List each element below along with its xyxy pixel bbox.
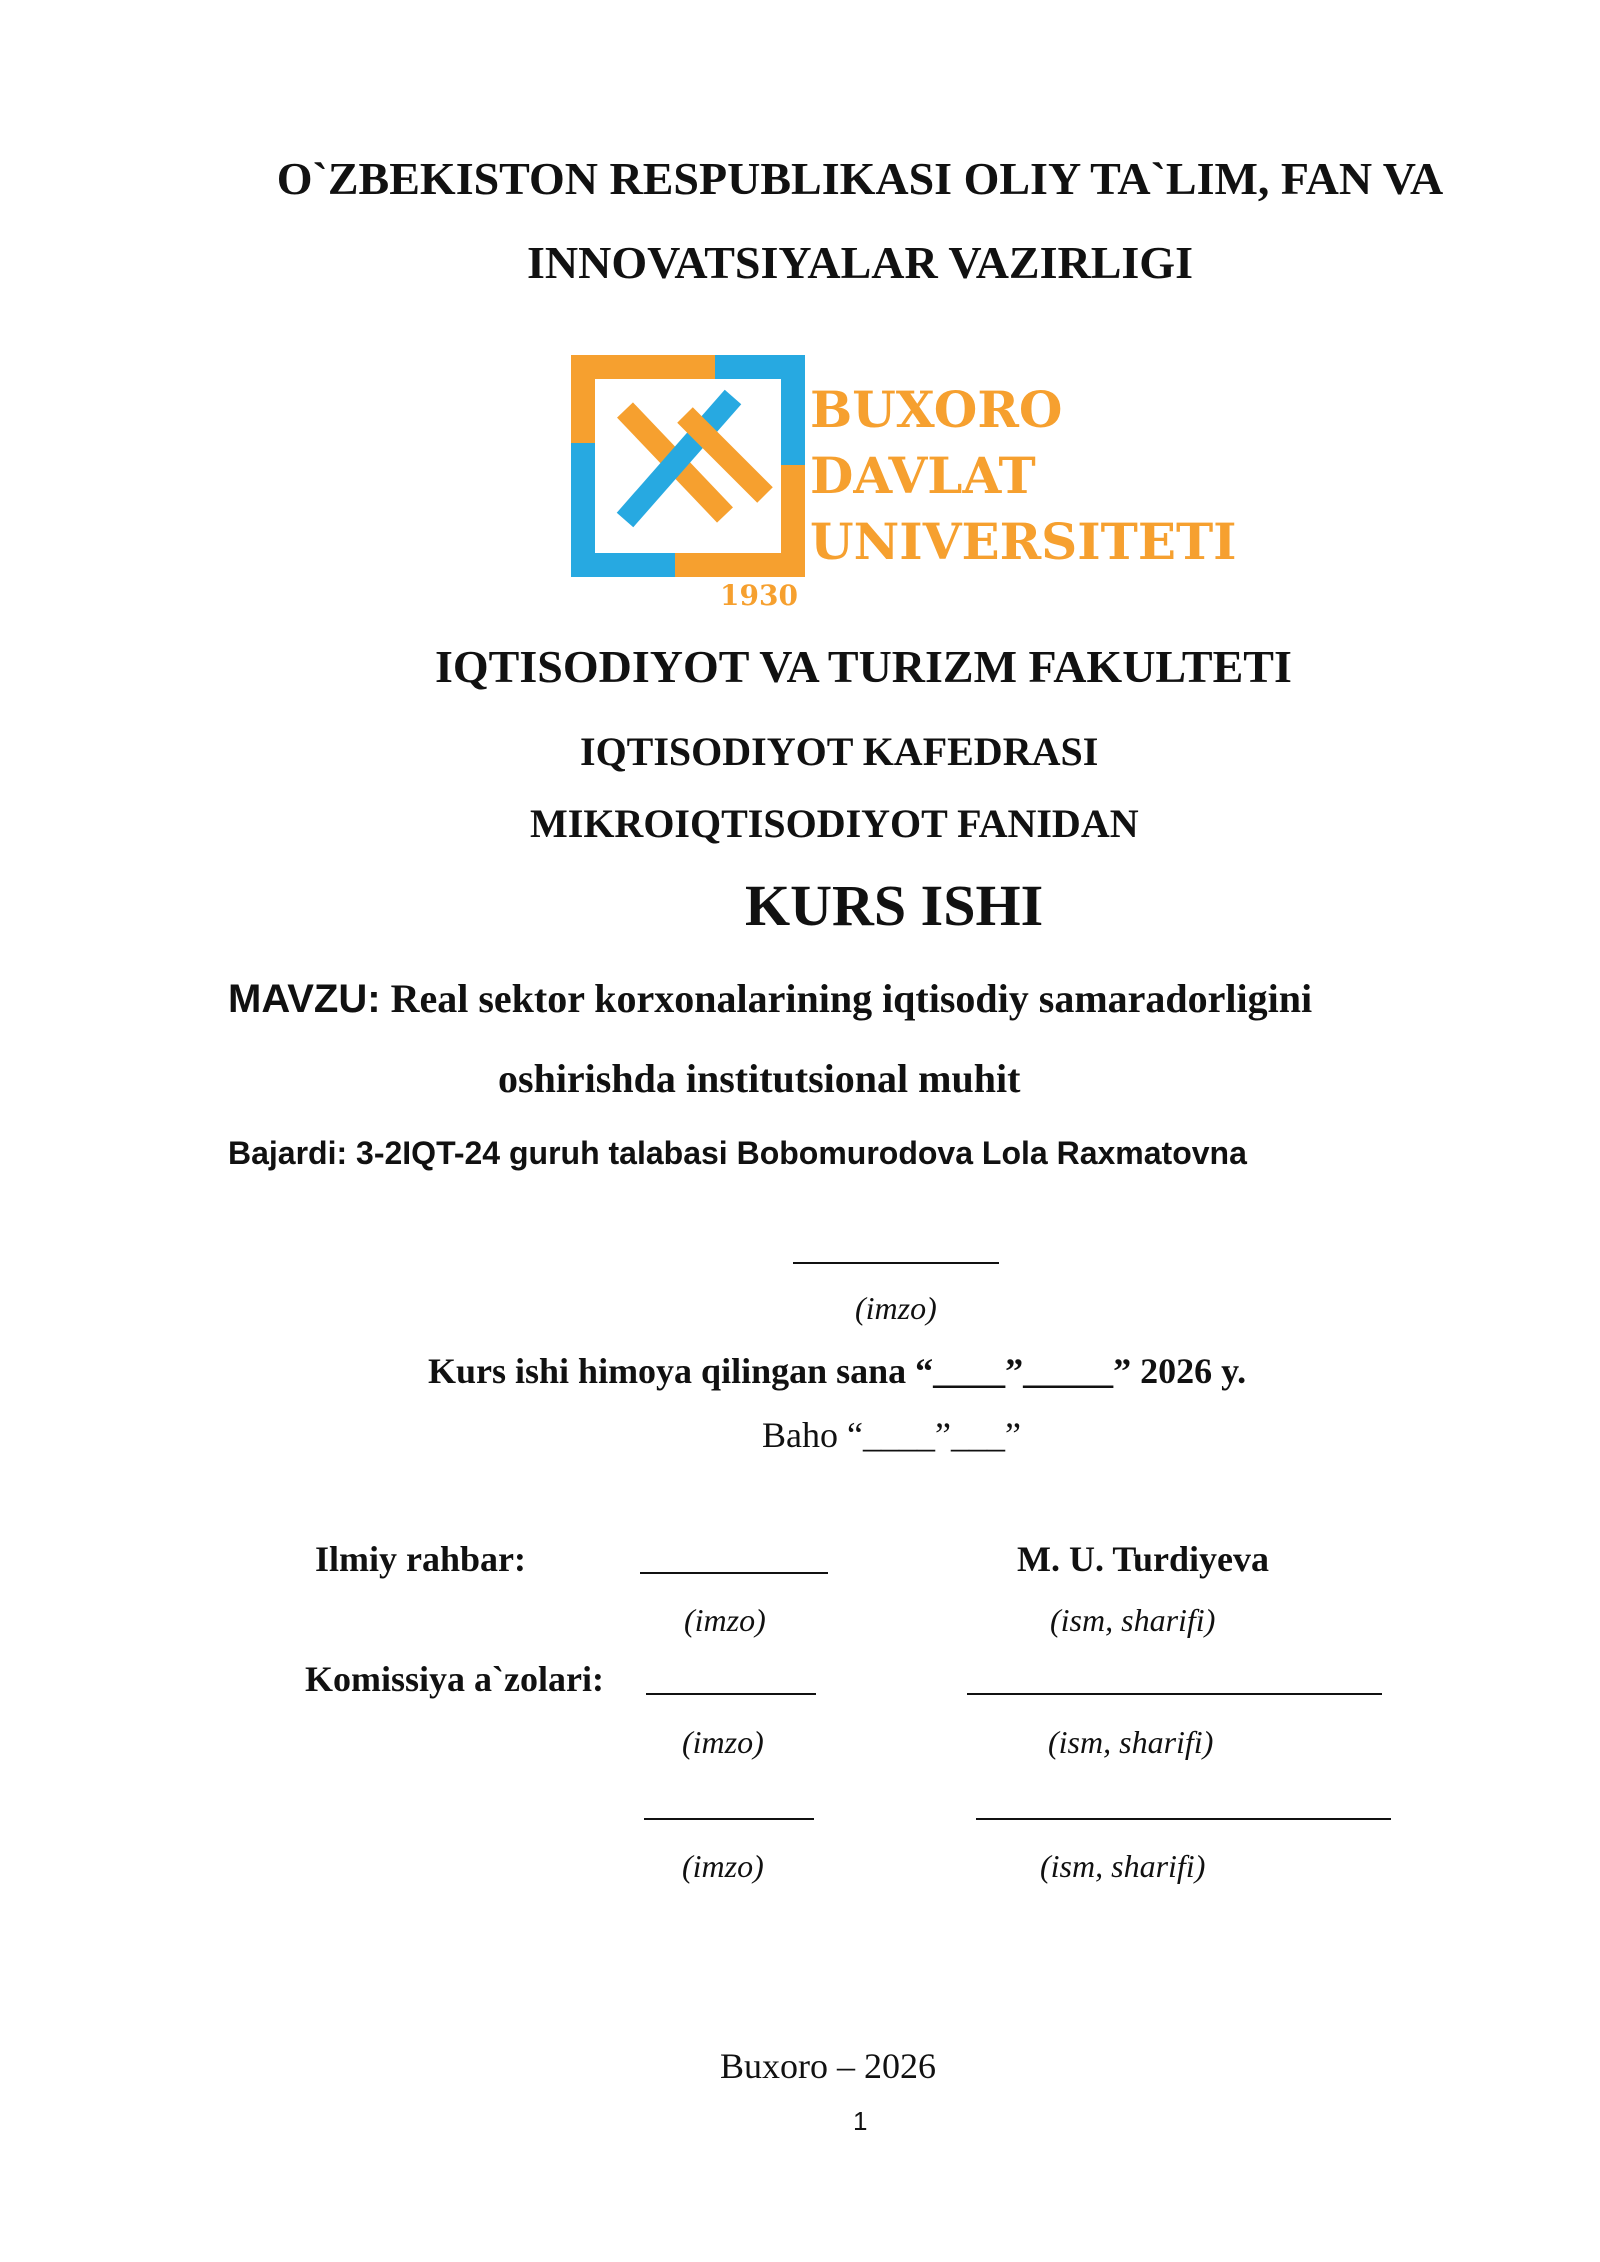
commission-signature-line-1 — [646, 1693, 816, 1695]
supervisor-label: Ilmiy rahbar: — [315, 1539, 526, 1579]
author-signature-line — [793, 1262, 999, 1264]
commission-label: Komissiya a`zolari: — [305, 1659, 604, 1699]
topic-line2: oshirishda institutsional muhit — [498, 1056, 1021, 1101]
logo-text-line3: UNIVERSITETI — [810, 512, 1237, 571]
author-signature-caption: (imzo) — [855, 1290, 937, 1326]
commission-name-line-1 — [967, 1693, 1382, 1695]
logo-text-line1: BUXORO — [810, 380, 1063, 439]
topic-label: MAVZU: — [228, 977, 381, 1021]
city-year: Buxoro – 2026 — [720, 2046, 936, 2086]
faculty-name: IQTISODIYOT VA TURIZM FAKULTETI — [435, 641, 1292, 692]
commission-signature-caption-2: (imzo) — [682, 1848, 764, 1884]
supervisor-signature-line — [640, 1572, 828, 1574]
topic-line1 — [228, 975, 1312, 1022]
commission-signature-line-2 — [644, 1818, 814, 1820]
logo-year: 1930 — [720, 579, 798, 612]
defense-date: Kurs ishi himoya qilingan sana “____”_____” 2026 y. — [428, 1351, 1247, 1391]
university-emblem-icon — [565, 355, 1245, 615]
commission-signature-caption-1: (imzo) — [682, 1724, 764, 1760]
supervisor-signature-caption: (imzo) — [684, 1602, 766, 1638]
ministry-title-line2: INNOVATSIYALAR VAZIRLIGI — [527, 237, 1193, 288]
topic-text-line1: Real sektor korxonalarining iqtisodiy samaradorligini — [380, 976, 1313, 1021]
commission-name-line-2 — [976, 1818, 1391, 1820]
grade-line: Baho “____”___” — [762, 1415, 1021, 1455]
department-name: IQTISODIYOT KAFEDRASI — [580, 729, 1099, 774]
university-logo — [565, 355, 1245, 615]
supervisor-name: M. U. Turdiyeva — [1017, 1539, 1270, 1579]
work-type-title: KURS ISHI — [745, 873, 1044, 938]
logo-text-line2: DAVLAT — [810, 446, 1036, 505]
ministry-title-line1: O`ZBEKISTON RESPUBLIKASI OLIY TA`LIM, FAN VA — [276, 153, 1444, 204]
commission-name-caption-2: (ism, sharifi) — [1040, 1848, 1206, 1884]
author-line: Bajardi: 3-2IQT-24 guruh talabasi Bobomurodova Lola Raxmatovna — [228, 1135, 1247, 1171]
page-number: 1 — [853, 2106, 868, 2136]
commission-name-caption-1: (ism, sharifi) — [1048, 1724, 1214, 1760]
supervisor-name-caption: (ism, sharifi) — [1050, 1602, 1216, 1638]
subject-name: MIKROIQTISODIYOT FANIDAN — [530, 801, 1139, 846]
